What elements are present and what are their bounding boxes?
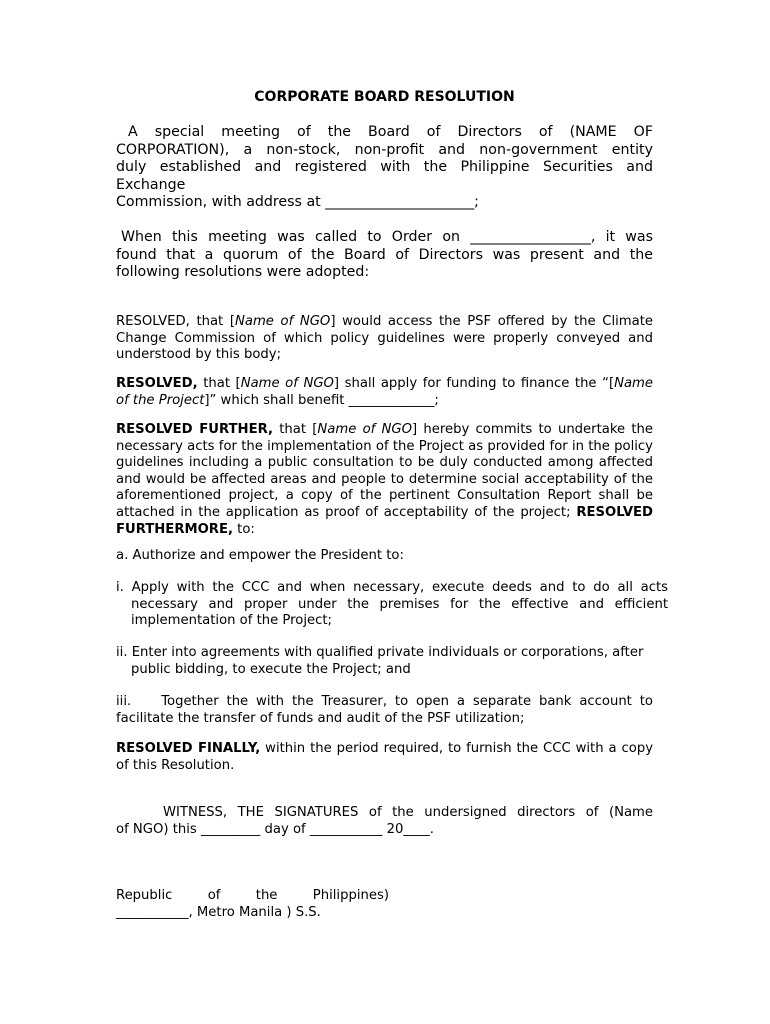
resolution-3: RESOLVED FURTHER, that [Name of NGO] hereby commits to undertake the necessary acts for the implementation of the Project as provided for in the policy guidelines including a public consultation to be duly conducted among affected and would be affected areas and people to determine social acceptability of the aforementioned project, a copy of the pertinent Consultation Report shall be attached in the application as proof of acceptability of the project; RESOLVED FURTHERMORE, to: — [116, 422, 654, 537]
item-ii: ii. Enter into agreements with qualified private individuals or corporations, after public bidding, to execute the Project; and — [116, 645, 644, 677]
resolution-2: RESOLVED, that [Name of NGO] shall apply for funding to finance the “[Name of the Project]” which shall benefit _____________; — [116, 376, 653, 408]
witness-line: of NGO) this _________ day of ___________ 20____. — [116, 821, 434, 837]
witness-paragraph — [116, 805, 653, 838]
republic-block — [116, 888, 653, 921]
intro-line: duly established and registered with the Philippine Securities and — [116, 159, 653, 176]
intro-line: A special meeting of the Board of Directors of (NAME OF — [128, 124, 653, 140]
item-i: i. Apply with the CCC and when necessary, execute deeds and to do all acts necessary and proper under the premises for the effective and efficient implementation of the Project; — [116, 580, 668, 629]
resolution-final: RESOLVED FINALLY, within the period required, to furnish the CCC with a copy of this Resolution. — [116, 741, 653, 773]
intro-line: Commission, with address at _____________________; — [116, 194, 479, 211]
item-iii: iii. Together the with the Treasurer, to open a separate bank account to facilitate the transfer of funds and audit of the PSF utilization; — [116, 694, 653, 726]
witness-line: WITNESS, THE SIGNATURES of the undersigned directors of (Name — [163, 805, 653, 820]
resolution-1: RESOLVED, that [Name of NGO] would access the PSF offered by the Climate Change Commission of which policy guidelines were properly conveyed and understood by this body; — [116, 314, 654, 363]
meeting-line: following resolutions were adopted: — [116, 264, 370, 281]
intro-paragraph — [116, 124, 653, 212]
meeting-line: found that a quorum of the Board of Directors was present and the — [116, 246, 653, 263]
intro-line: CORPORATION), a non-stock, non-profit and non-government entity — [116, 141, 653, 158]
meeting-paragraph — [116, 229, 653, 282]
item-a: a. Authorize and empower the President to: — [116, 548, 404, 563]
intro-line: Exchange — [116, 176, 186, 193]
document-title: CORPORATE BOARD RESOLUTION — [254, 89, 515, 105]
venue-line: ___________, Metro Manila ) S.S. — [116, 904, 321, 920]
republic-line: Republic of the Philippines) — [116, 888, 389, 903]
meeting-line: When this meeting was called to Order on _________________, it was — [121, 229, 653, 245]
